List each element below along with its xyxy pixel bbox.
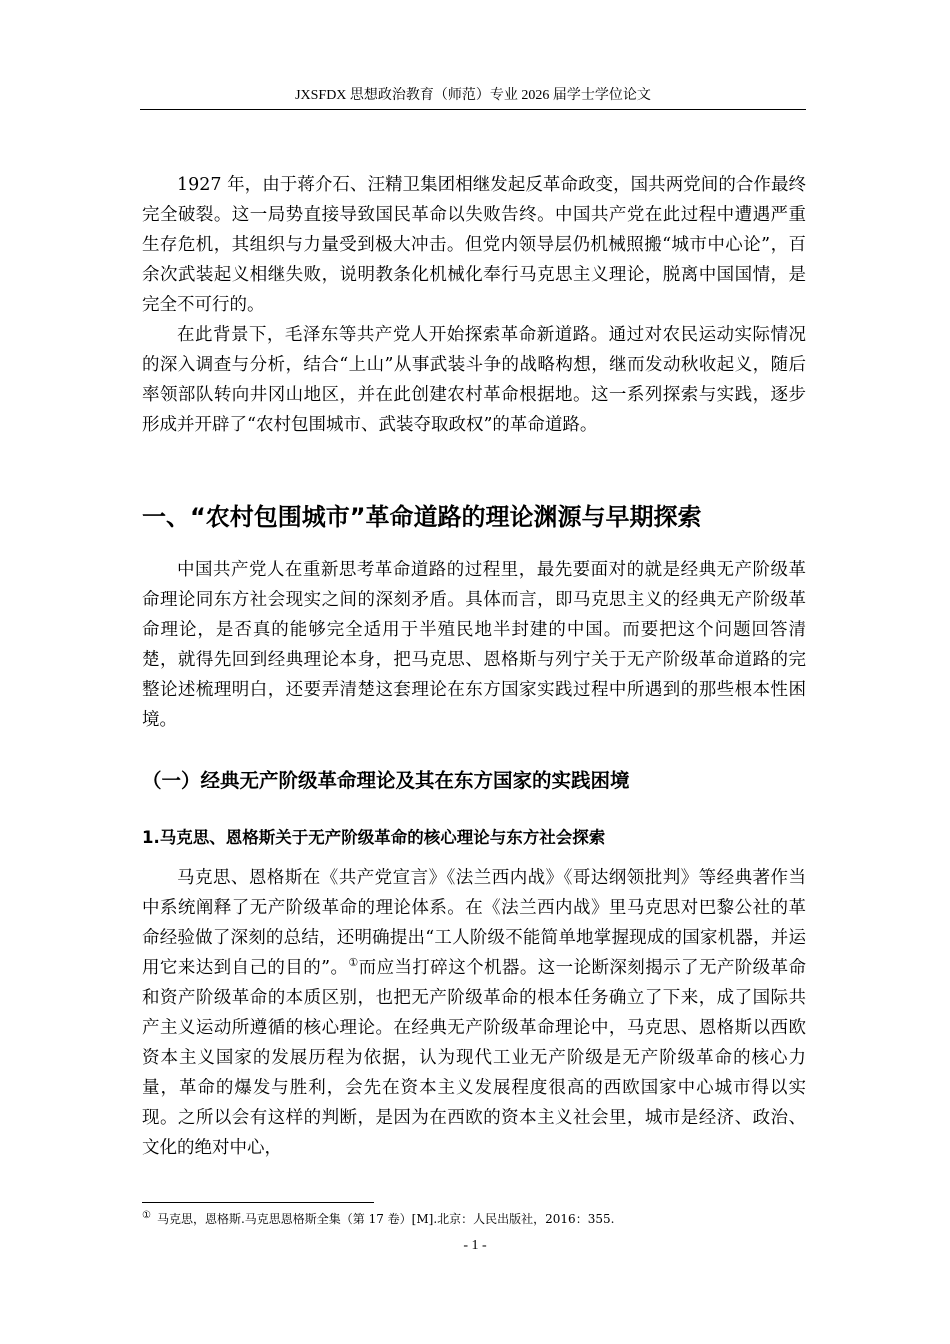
footnote-text: 马克思，恩格斯.马克思恩格斯全集（第 17 卷）[M].北京：人民出版社，2016：355. — [156, 1212, 615, 1226]
footnote-reference[interactable]: ① — [348, 956, 359, 970]
footnote-separator — [142, 1202, 374, 1203]
running-header: JXSFDX 思想政治教育（师范）专业 2026 届学士学位论文 — [140, 84, 806, 110]
heading-level-2: （一）经典无产阶级革命理论及其在东方国家的实践困境 — [142, 769, 630, 792]
footnote — [142, 1210, 806, 1227]
section-1-1-body — [142, 863, 806, 1163]
paragraph-4 — [142, 863, 806, 1163]
section-1-intro — [142, 555, 806, 735]
footnote-mark: ① — [142, 1210, 151, 1221]
paragraph-1: 1927 年，由于蒋介石、汪精卫集团相继发起反革命政变，国共两党间的合作最终完全破裂。这一局势直接导致国民革命以失败告终。中国共产党在此过程中遭遇严重生存危机，其组织与力量受到极大冲击。但党内领导层仍机械照搬“城市中心论”，百余次武装起义相继失败，说明教条化机械化奉行马克思主义理论，脱离中国国情，是完全不可行的。 — [142, 175, 806, 315]
paragraph-2: 在此背景下，毛泽东等共产党人开始探索革命新道路。通过对农民运动实际情况的深入调查与分析，结合“上山”从事武装斗争的战略构想，继而发动秋收起义，随后率领部队转向井冈山地区，并在此创建农村革命根据地。这一系列探索与实践，逐步形成并开辟了“农村包围城市、武装夺取政权”的革命道路。 — [142, 325, 806, 435]
paragraph-3: 中国共产党人在重新思考革命道路的过程里，最先要面对的就是经典无产阶级革命理论同东方社会现实之间的深刻矛盾。具体而言，即马克思主义的经典无产阶级革命理论，是否真的能够完全适用于半殖民地半封建的中国。而要把这个问题回答清楚，就得先回到经典理论本身，把马克思、恩格斯与列宁关于无产阶级革命道路的完整论述梳理明白，还要弄清楚这套理论在东方国家实践过程中所遇到的那些根本性困境。 — [142, 560, 806, 730]
heading-level-1: 一、“农村包围城市”革命道路的理论渊源与早期探索 — [142, 503, 702, 531]
paragraph-4-part-b: 而应当打碎这个机器。这一论断深刻揭示了无产阶级革命和资产阶级革命的本质区别，也把无产阶级革命的根本任务确立了下来，成了国际共产主义运动所遵循的核心理论。在经典无产阶级革命理论中，马克思、恩格斯以西欧资本主义国家的发展历程为依据，认为现代工业无产阶级是无产阶级革命的核心力量，革命的爆发与胜利，会先在资本主义发展程度很高的西欧国家中心城市得以实现。之所以会有这样的判断，是因为在西欧的资本主义社会里，城市是经济、政治、文化的绝对中心， — [142, 958, 806, 1158]
page-number: - 1 - — [463, 1238, 487, 1253]
heading-level-3: 1.马克思、恩格斯关于无产阶级革命的核心理论与东方社会探索 — [142, 828, 606, 847]
intro-section — [142, 170, 806, 440]
paragraph-4-part-a: 马克思、恩格斯在《共产党宣言》《法兰西内战》《哥达纲领批判》等经典著作当中系统阐释了无产阶级革命的理论体系。在《法兰西内战》里马克思对巴黎公社的革命经验做了深刻的总结，还明确提出“工人阶级不能简单地掌握现成的国家机器，并运用它来达到自己的目的”。 — [142, 868, 806, 978]
